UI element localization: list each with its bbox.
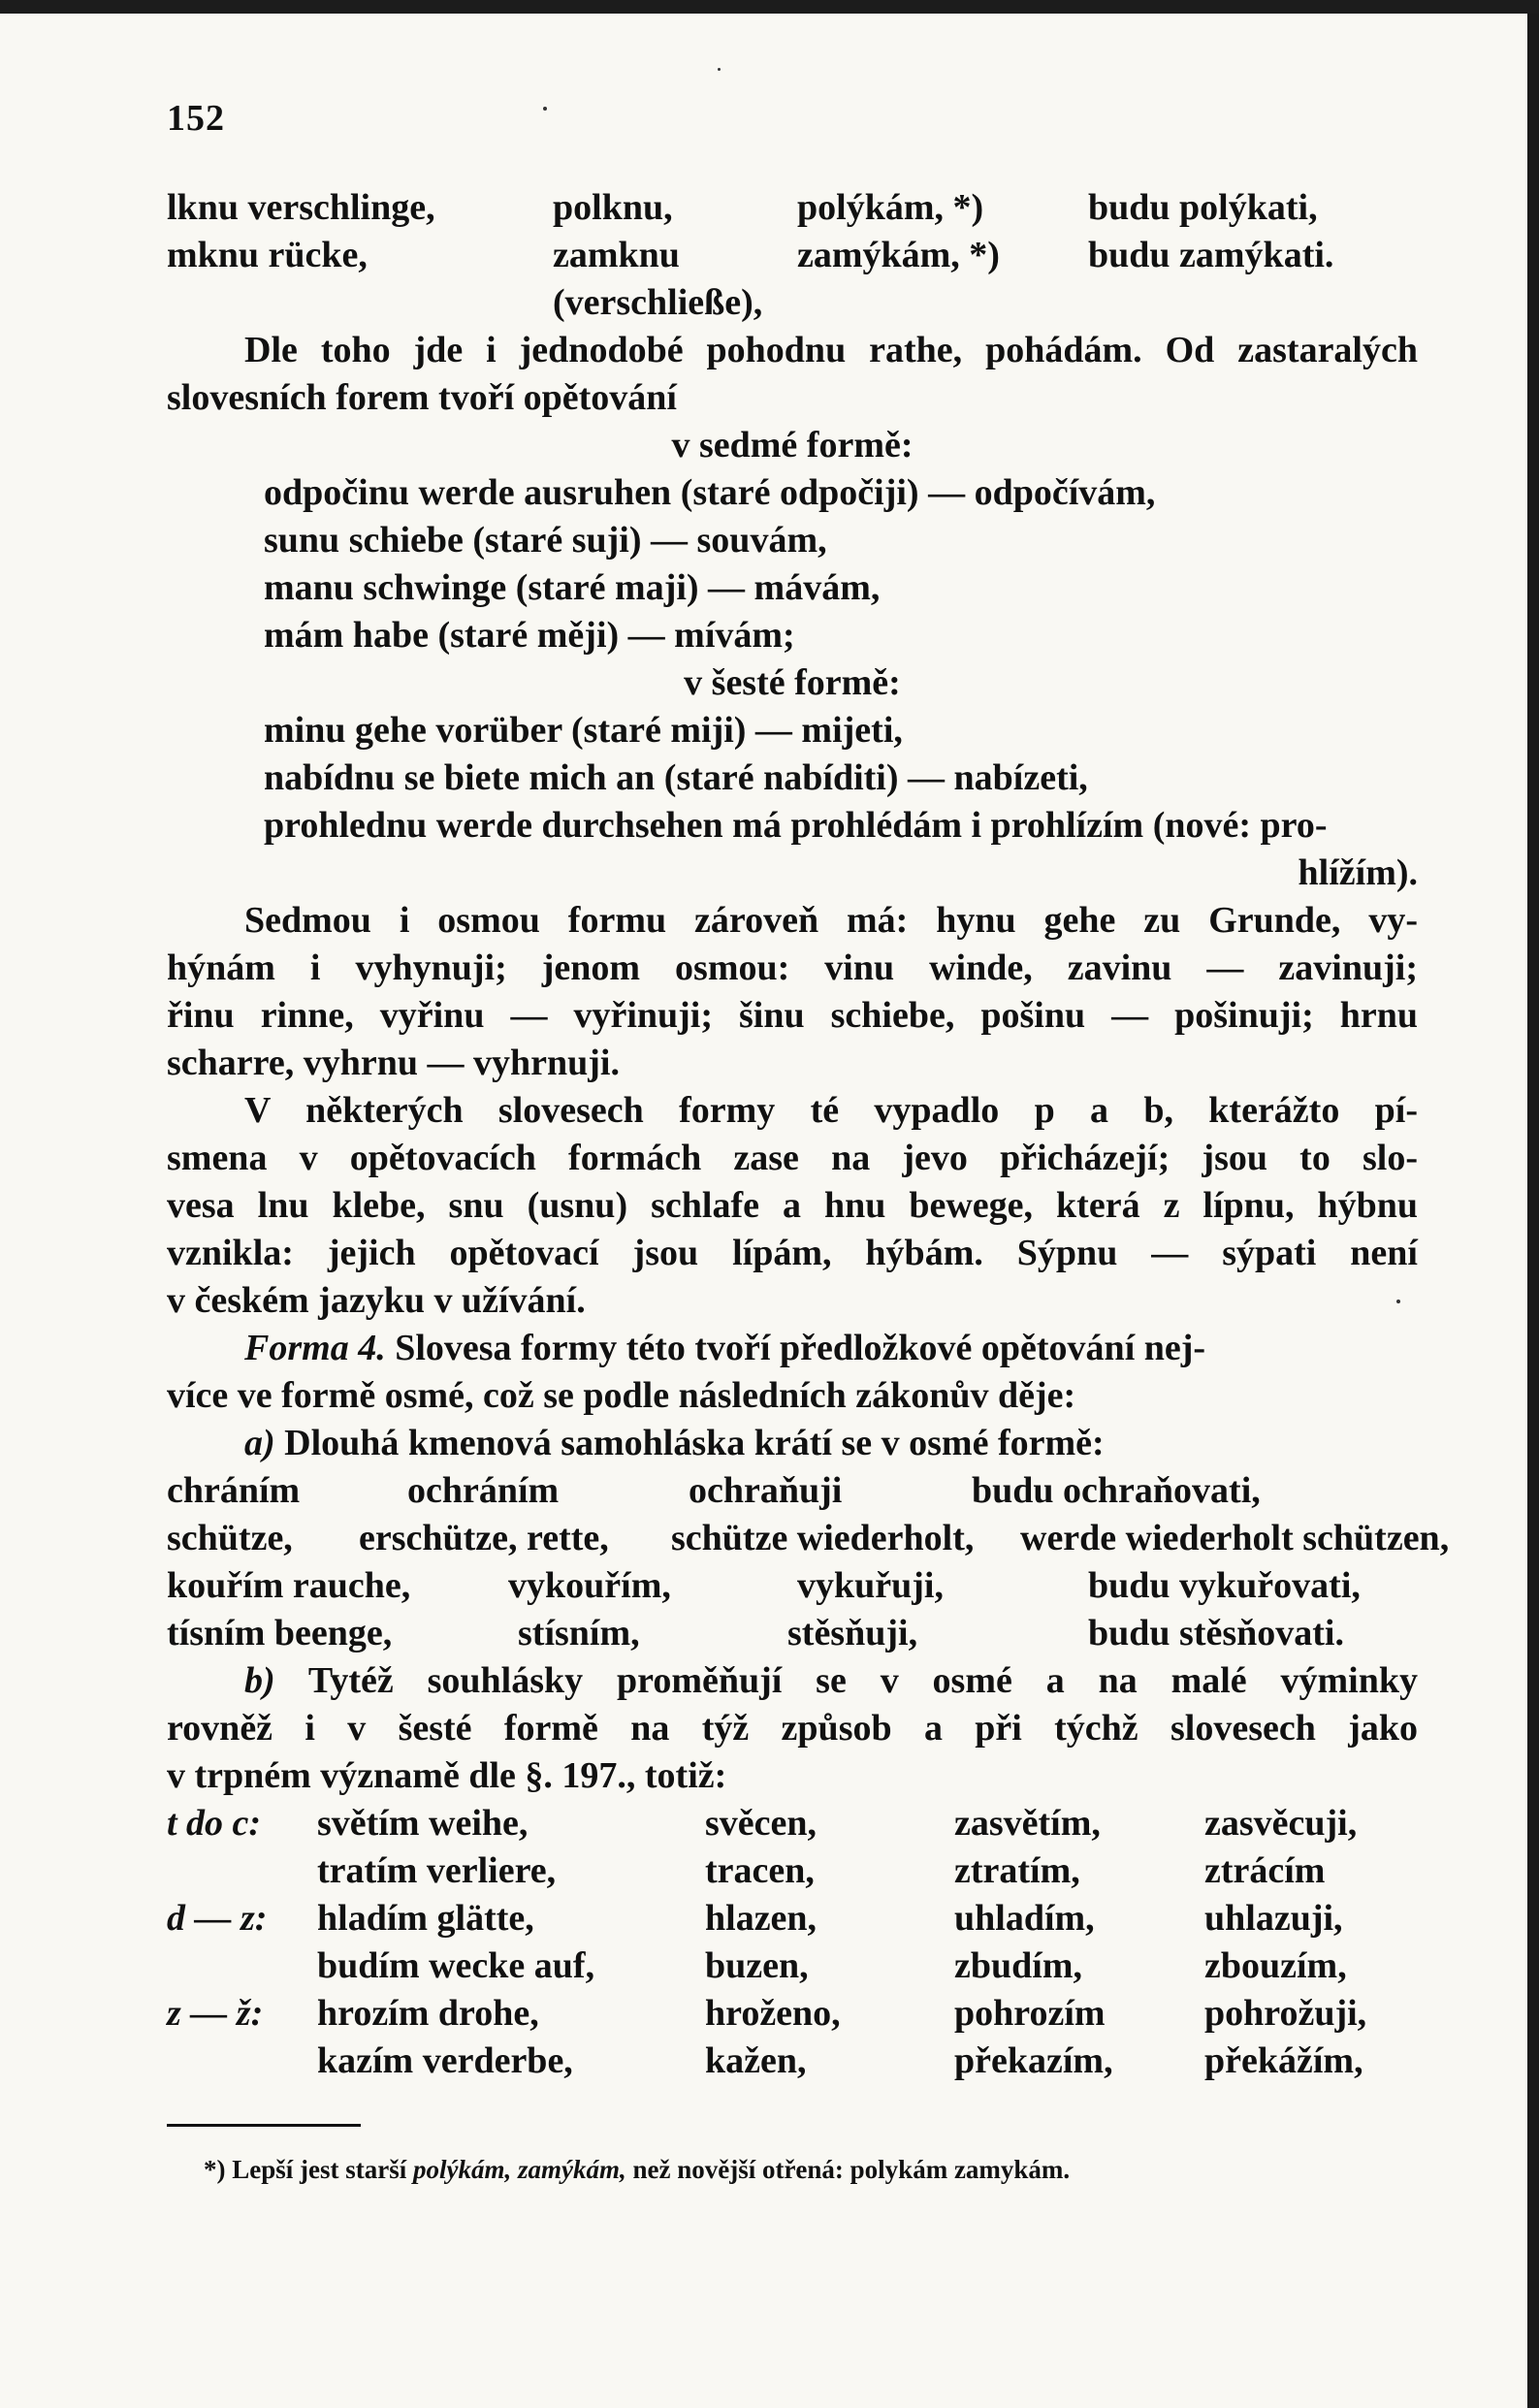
footnote-mark: *) (204, 2155, 226, 2184)
table3-cell: kazím verderbe, (317, 2040, 573, 2081)
print-speck (1396, 1300, 1400, 1303)
table2-cell: schütze wiederholt, (671, 1518, 975, 1558)
table3-cell: z — ž: (167, 1993, 264, 2034)
heading-sesta: v šesté formě: (684, 662, 901, 703)
table2-cell: kouřím rauche, (167, 1565, 411, 1606)
footnote (204, 2155, 1416, 2185)
rule-a-line (167, 1420, 1418, 1467)
table3-cell: budím wecke auf, (317, 1945, 595, 1986)
table3-cell: hlazen, (705, 1898, 818, 1939)
paragraph-line: rovněž i v šesté formě na týž způsob a při týchž slovesech jako (167, 1708, 1418, 1749)
table3-cell: d — z: (167, 1898, 268, 1939)
list-item: mám habe (staré měji) — mívám; (264, 615, 795, 656)
table2-cell: stěsňuji, (787, 1613, 918, 1653)
page-top-edge (0, 0, 1539, 14)
table3-cell: t do c: (167, 1803, 262, 1844)
forma4-label: Forma 4. (244, 1328, 386, 1368)
table1-row (167, 232, 1418, 279)
table3-cell: pohrožuji, (1204, 1993, 1367, 2034)
paragraph-line: v trpném významě dle §. 197., totiž: (167, 1755, 727, 1796)
table2-row (167, 1467, 1418, 1515)
table2-row (167, 1515, 1450, 1562)
table2-row (167, 1610, 1418, 1657)
print-speck (543, 107, 547, 111)
page-body (167, 184, 1450, 2085)
table3-row (167, 2038, 1418, 2085)
table1-note: (verschließe), (553, 282, 763, 323)
table3-cell: tratím verliere, (317, 1850, 557, 1891)
table2-cell: ochraňuji (689, 1470, 843, 1511)
table3-cell: hrozím drohe, (317, 1993, 539, 2034)
table3-cell: pohrozím (954, 1993, 1106, 2034)
table2-cell: vykuřuji, (797, 1565, 944, 1606)
forma4-text: Slovesa formy této tvoří předložkové opětování nej- (395, 1328, 1206, 1368)
table3-row (167, 1942, 1418, 1990)
table3-cell: uhlazuji, (1204, 1898, 1343, 1939)
table2-cell: chráním (167, 1470, 301, 1511)
table1-row (167, 184, 1418, 232)
table2-row (167, 1562, 1418, 1610)
table3-cell: zasvětím, (954, 1803, 1101, 1844)
footnote-text: než novější otřená: polykám zamykám. (632, 2155, 1071, 2184)
paragraph-line: Dle toho jde i jednodobé pohodnu rathe, pohádám. Od zastaralých (244, 330, 1418, 370)
table1-cell: lknu verschlinge, (167, 187, 435, 228)
list-item: nabídnu se biete mich an (staré nabíditi) — nabízeti, (264, 757, 1088, 798)
paragraph-line: hýnám i vyhynuji; jenom osmou: vinu winde, zavinu — zavinuji; (167, 947, 1418, 988)
list-item: prohlednu werde durchsehen má prohlédám i prohlízím (nové: pro- (264, 805, 1328, 846)
list-item: odpočinu werde ausruhen (staré odpočiji) — odpočívám, (264, 472, 1156, 513)
list-item-continuation: hlížím). (1298, 852, 1418, 893)
rule-b-label: b) (244, 1660, 275, 1701)
table3-cell: svěcen, (705, 1803, 818, 1844)
heading-sedma: v sedmé formě: (671, 425, 914, 466)
table3-cell: zbouzím, (1204, 1945, 1347, 1986)
paragraph-line: vesa lnu klebe, snu (usnu) schlafe a hnu bewege, která z lípnu, hýbnu (167, 1185, 1418, 1226)
table3-row (167, 1895, 1418, 1942)
table2-cell: werde wiederholt schützen, (1020, 1518, 1450, 1558)
table2-cell: schütze, (167, 1518, 293, 1558)
table3-cell: ztrácím (1204, 1850, 1326, 1891)
table3-cell: hladím glätte, (317, 1898, 534, 1939)
page-number: 152 (167, 98, 225, 139)
table1-cell: zamknu (553, 235, 680, 275)
table3-cell: buzen, (705, 1945, 809, 1986)
footnote-text: Lepší jest starší (232, 2155, 407, 2184)
paragraph-line: řinu rinne, vyřinu — vyřinuji; šinu schiebe, pošinu — pošinuji; hrnu (167, 995, 1418, 1036)
table3-row (167, 1990, 1418, 2038)
table3-cell: ztratím, (954, 1850, 1080, 1891)
table3-row (167, 1800, 1418, 1847)
table2-cell: stísním, (518, 1613, 640, 1653)
table2-cell: budu vykuřovati, (1088, 1565, 1361, 1606)
table1-cell: polýkám, *) (797, 187, 984, 228)
paragraph-line: vznikla: jejich opětovací jsou lípám, hýbám. Sýpnu — sýpati není (167, 1233, 1418, 1273)
paragraph-line: slovesních forem tvoří opětování (167, 377, 677, 418)
footnote-emphasis: polýkám, zamýkám, (412, 2155, 626, 2184)
table3-cell: uhladím, (954, 1898, 1095, 1939)
table1-cell: polknu, (553, 187, 673, 228)
list-item: sunu schiebe (staré suji) — souvám, (264, 520, 827, 561)
footnote-divider (167, 2124, 361, 2127)
forma4-line (167, 1325, 1418, 1372)
table3-cell: zasvěcuji, (1204, 1803, 1358, 1844)
table2-cell: erschütze, rette, (359, 1518, 609, 1558)
paragraph-line: v českém jazyku v užívání. (167, 1280, 586, 1321)
table2-cell: tísním beenge, (167, 1613, 393, 1653)
table3-row (167, 1847, 1418, 1895)
paragraph-line: V některých slovesech formy té vypadlo p a b, kterážto pí- (244, 1090, 1418, 1131)
paragraph-line: smena v opětovacích formách zase na jevo přicházejí; jsou to slo- (167, 1138, 1418, 1178)
rule-a-text: Dlouhá kmenová samohláska krátí se v osmé formě: (284, 1423, 1105, 1463)
table3-cell: tracen, (705, 1850, 815, 1891)
table3-cell: hroženo, (705, 1993, 841, 2034)
table3-cell: kažen, (705, 2040, 807, 2081)
table3-cell: zbudím, (954, 1945, 1082, 1986)
table2-cell: ochráním (407, 1470, 560, 1511)
table1-cell: budu zamýkati. (1088, 235, 1334, 275)
table2-cell: budu ochraňovati, (972, 1470, 1261, 1511)
table1-note-row (167, 279, 1418, 327)
table3-cell: překazím, (954, 2040, 1113, 2081)
paragraph-line: Sedmou i osmou formu zároveň má: hynu gehe zu Grunde, vy- (244, 900, 1418, 941)
list-item: manu schwinge (staré maji) — mávám, (264, 567, 881, 608)
rule-b-line (167, 1657, 1418, 1705)
table1-cell: mknu rücke, (167, 235, 368, 275)
table3-cell: světím weihe, (317, 1803, 529, 1844)
table2-cell: budu stěsňovati. (1088, 1613, 1344, 1653)
rule-a-label: a) (244, 1423, 275, 1463)
rule-b-text: Tytéž souhlásky proměňují se v osmé a na malé výminky (307, 1660, 1418, 1701)
paragraph-line: scharre, vyhrnu — vyhrnuji. (167, 1043, 620, 1083)
table1-cell: budu polýkati, (1088, 187, 1318, 228)
print-speck (718, 68, 721, 71)
table1-cell: zamýkám, *) (797, 235, 1000, 275)
paragraph-line: více ve formě osmé, což se podle následních zákonův děje: (167, 1375, 1076, 1416)
table2-cell: vykouřím, (508, 1565, 671, 1606)
table3-cell: překážím, (1204, 2040, 1363, 2081)
list-item: minu gehe vorüber (staré miji) — mijeti, (264, 710, 903, 751)
